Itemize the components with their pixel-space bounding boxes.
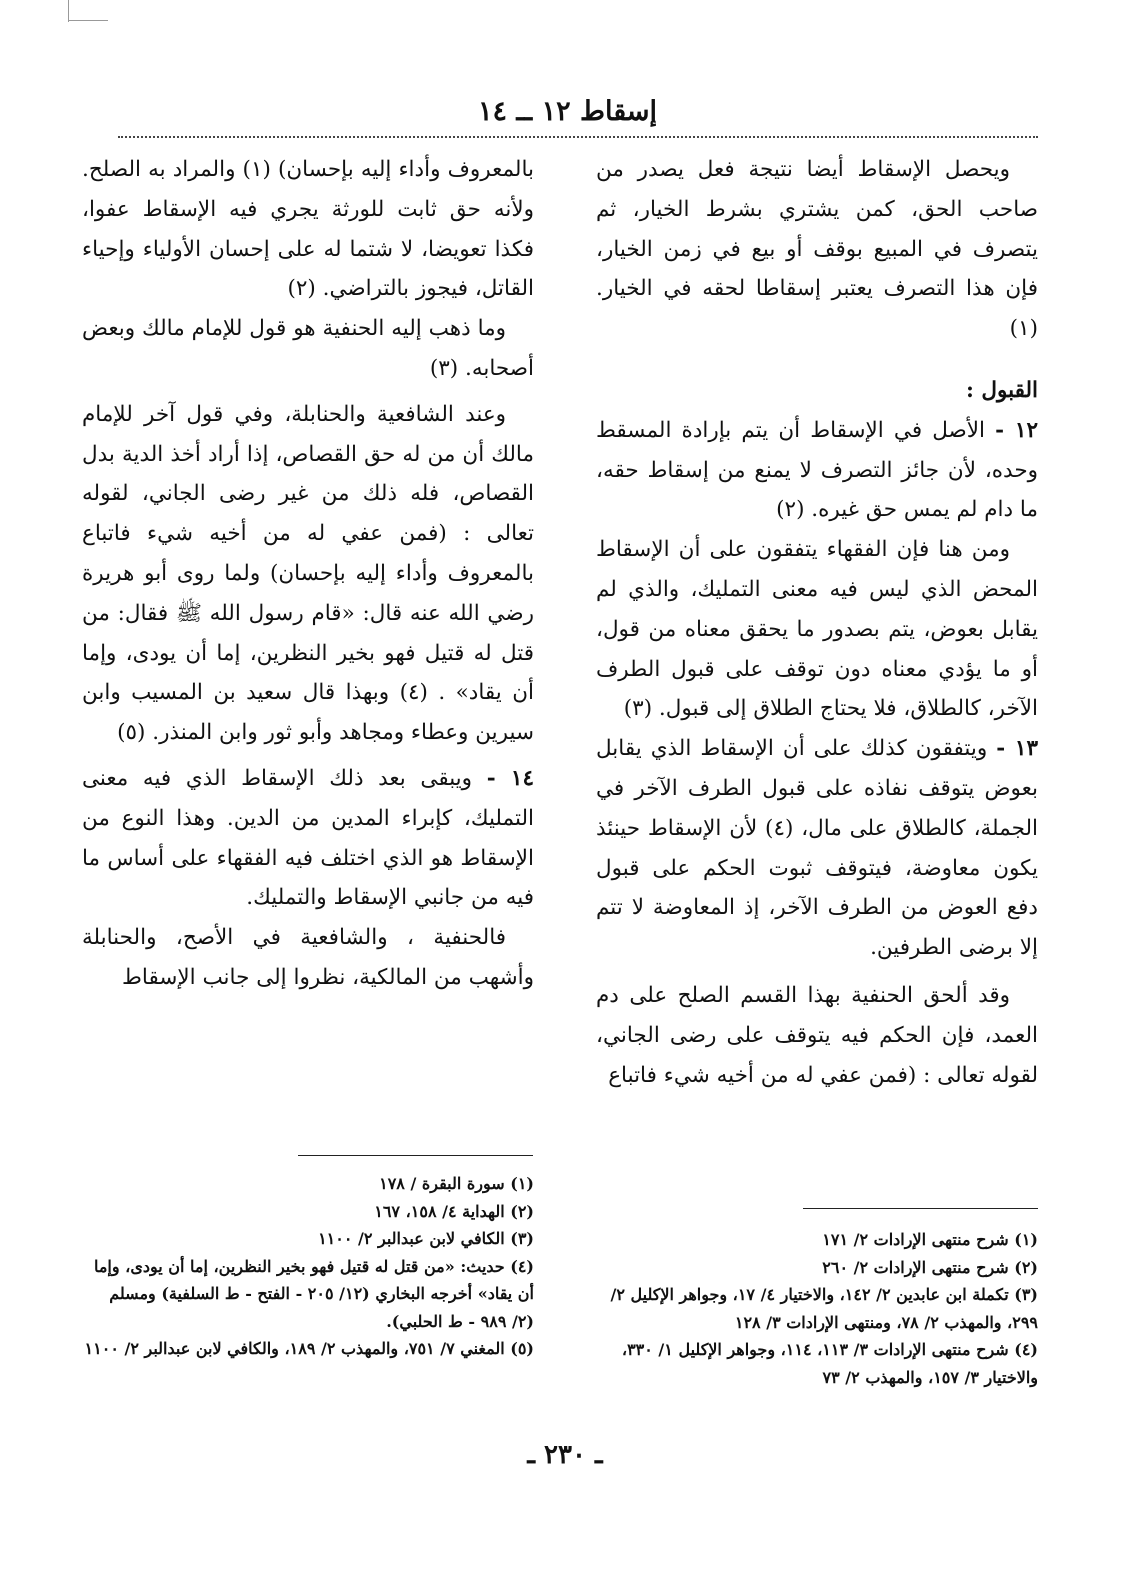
paragraph-number: ١٢ - [995, 417, 1038, 443]
footnotes-right [596, 1226, 1038, 1391]
footnote: (٢) شرح منتهى الإرادات ٢/ ٢٦٠ [822, 1257, 1038, 1277]
footnote: (١) شرح منتهى الإرادات ٢/ ١٧١ [822, 1230, 1038, 1249]
footnote: (٤) شرح منتهى الإرادات ٣/ ١١٣، ١١٤، وجواهر الإكليل ١/ ٣٣٠، والاختيار ٣/ ١٥٧، والمهذب ٢/ ٧٣ [621, 1340, 1038, 1387]
paragraph: ويحصل الإسقاط أيضا نتيجة فعل يصدر من صاحب الحق، كمن يشتري بشرط الخيار، ثم يتصرف في المبيع بوقف أو بيع في زمن الخيار، فإن هذا التصرف يعتبر إسقاطا لحقه في الخيار. (١) [596, 157, 1038, 342]
footnote: (٤) حديث: «من قتل له قتيل فهو بخير النظرين، إما أن يودى، وإما أن يقاد» أخرجه البخاري (١٢/ ٢٠٥ - الفتح - ط السلفية) ومسلم (٢/ ٩٨٩ - ط الحلبي). [93, 1256, 534, 1331]
numbered-paragraph [596, 411, 1038, 530]
footnote: (١) سورة البقرة / ١٧٨ [379, 1174, 534, 1193]
footnote: (٥) المغني ٧/ ٧٥١، والمهذب ٢/ ١٨٩، والكافي لابن عبدالبر ٢/ ١١٠٠ [84, 1339, 534, 1358]
footnote-separator-right [803, 1208, 1038, 1209]
numbered-paragraph [82, 759, 534, 918]
left-column [82, 150, 534, 998]
footnote: (٢) الهداية ٤/ ١٥٨، ١٦٧ [374, 1201, 534, 1221]
footnote: (٣) تكملة ابن عابدين ٢/ ١٤٢، والاختيار ٤/ ١٧، وجواهر الإكليل ٢/ ٢٩٩، والمهذب ٢/ ٧٨، ومنتهى الإرادات ٣/ ١٢٨ [610, 1285, 1038, 1332]
header-dotted-rule [118, 136, 1038, 138]
page-number: ـ ٢٣٠ ـ [527, 1440, 603, 1470]
spacer [596, 349, 1038, 371]
footnote-separator-left [298, 1155, 533, 1156]
numbered-paragraph [596, 729, 1038, 968]
paragraph-number: ١٤ - [486, 765, 534, 791]
paragraph: وما ذهب إليه الحنفية هو قول للإمام مالك وبعض أصحابه. (٣) [82, 316, 534, 381]
paragraph: ومن هنا فإن الفقهاء يتفقون على أن الإسقاط المحض الذي ليس فيه معنى التمليك، والذي لم يقابل بعوض، يتم بصدور ما يحقق معناه من قول، أو ما يؤدي معناه دون توقف على قبول الطرف الآخر، كالطلاق، فلا يحتاج الطلاق إلى قبول. (٣) [596, 537, 1038, 722]
paragraph: بالمعروف وأداء إليه بإحسان) (١) والمراد به الصلح. ولأنه حق ثابت للورثة يجري فيه الإسقاط عفوا، فكذا تعويضا، لا شتما له على إحسان الأولياء وإحياء القاتل، فيجوز بالتراضي. (٢) [82, 157, 534, 302]
scan-crop-mark-horizontal [68, 20, 108, 21]
footnotes-left [82, 1170, 534, 1363]
paragraph: فالحنفية ، والشافعية في الأصح، والحنابلة وأشهب من المالكية، نظروا إلى جانب الإسقاط [82, 925, 534, 990]
right-column [596, 150, 1038, 1095]
section-heading: القبول : [965, 377, 1038, 403]
spacer [596, 968, 1038, 976]
paragraph: وقد ألحق الحنفية بهذا القسم الصلح على دم العمد، فإن الحكم فيه يتوقف على رضى الجاني، لقوله تعالى : (فمن عفي له من أخيه شيء فاتباع [596, 982, 1038, 1088]
paragraph-text: الأصل في الإسقاط أن يتم بإرادة المسقط وحده، لأن جائز التصرف لا يمنع من إسقاط حقه، ما دام لم يمس حق غيره. (٢) [596, 417, 1038, 523]
footnote: (٣) الكافي لابن عبدالبر ٢/ ١١٠٠ [318, 1229, 534, 1248]
running-header: إسقاط ١٢ ــ ١٤ [477, 96, 658, 127]
paragraph-text: ويبقى بعد ذلك الإسقاط الذي فيه معنى التمليك، كإبراء المدين من الدين. وهذا النوع من الإسقاط هو الذي اختلف فيه الفقهاء على أساس ما فيه من جانبي الإسقاط والتمليك. [82, 765, 534, 911]
scan-crop-mark [68, 0, 69, 22]
paragraph-text: ويتفقون كذلك على أن الإسقاط الذي يقابل بعوض يتوقف نفاذه على قبول الطرف الآخر في الجملة، كالطلاق على مال، (٤) لأن الإسقاط حينئذ يكون معاوضة، فيتوقف ثبوت الحكم على قبول دفع العوض من الطرف الآخر، إذ المعاوضة لا تتم إلا برضى الطرفين. [596, 736, 1039, 961]
paragraph: وعند الشافعية والحنابلة، وفي قول آخر للإمام مالك أن من له حق القصاص، إذا أراد أخذ الدية بدل القصاص، فله ذلك من غير رضى الجاني، لقوله تعالى : (فمن عفي له من أخيه شيء فاتباع بالمعروف وأداء إليه بإحسان) ولما روى أبو هريرة رضي الله عنه قال: «قام رسول الله ﷺ فقال: من قتل له قتيل فهو بخير النظرين، إما أن يودى، وإما أن يقاد» . (٤) وبهذا قال سعيد بن المسيب وابن سيرين وعطاء ومجاهد وأبو ثور وابن المنذر. (٥) [82, 401, 534, 746]
paragraph-number: ١٣ - [996, 736, 1038, 762]
